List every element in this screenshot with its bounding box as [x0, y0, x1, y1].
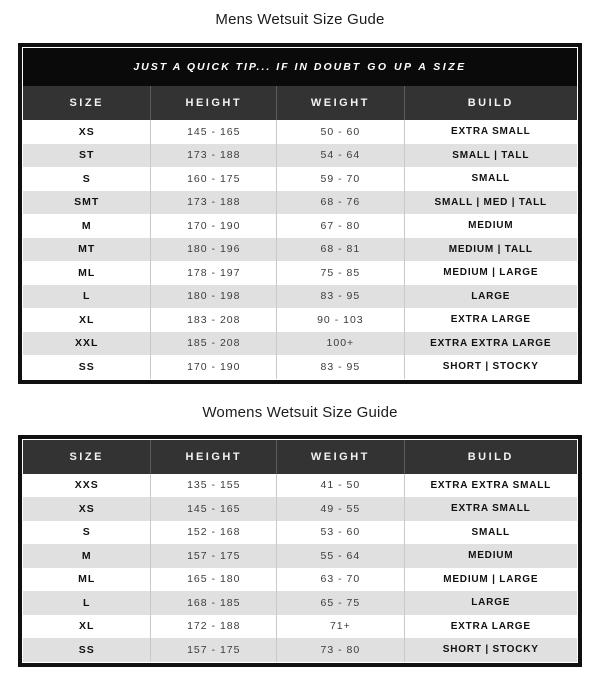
weight-cell: 90 - 103 [276, 308, 403, 332]
height-cell: 157 - 175 [150, 544, 276, 568]
build-cell: EXTRA EXTRA LARGE [404, 332, 577, 356]
weight-cell: 73 - 80 [276, 638, 403, 662]
table-row [23, 497, 577, 521]
height-cell: 145 - 165 [150, 120, 276, 144]
weight-cell: 49 - 55 [276, 497, 403, 521]
build-cell: SHORT | STOCKY [404, 638, 577, 662]
height-cell: 152 - 168 [150, 521, 276, 545]
table-row [23, 167, 577, 191]
table-row [23, 355, 577, 379]
mens-size-guide-title: Mens Wetsuit Size Gude [215, 11, 385, 28]
height-cell: 170 - 190 [150, 214, 276, 238]
weight-cell: 65 - 75 [276, 591, 403, 615]
table-row [23, 285, 577, 309]
weight-cell: 83 - 95 [276, 355, 403, 379]
size-cell: XS [78, 502, 95, 515]
build-cell: EXTRA LARGE [404, 308, 577, 332]
womens-table-header-row [23, 440, 577, 474]
table-row [23, 568, 577, 592]
weight-cell: 50 - 60 [276, 120, 403, 144]
weight-cell: 68 - 76 [276, 191, 403, 215]
column-header-height: HEIGHT [150, 440, 276, 474]
size-cell: S [82, 172, 91, 185]
column-header-height: HEIGHT [150, 86, 276, 120]
size-cell: ST [78, 149, 95, 162]
build-cell: MEDIUM [404, 214, 577, 238]
height-cell: 173 - 188 [150, 144, 276, 168]
mens-size-table [18, 43, 582, 384]
tip-banner [23, 48, 577, 86]
table-row [23, 238, 577, 262]
weight-cell: 53 - 60 [276, 521, 403, 545]
table-row [23, 521, 577, 545]
weight-cell: 100+ [276, 332, 403, 356]
column-header-size: SIZE [69, 450, 104, 463]
height-cell: 173 - 188 [150, 191, 276, 215]
weight-cell: 63 - 70 [276, 568, 403, 592]
mens-table-header-row [23, 86, 577, 120]
weight-cell: 54 - 64 [276, 144, 403, 168]
size-cell: SS [78, 360, 95, 373]
size-cell: XS [78, 125, 95, 138]
womens-size-table [18, 435, 582, 667]
build-cell: SMALL | TALL [404, 144, 577, 168]
height-cell: 178 - 197 [150, 261, 276, 285]
size-cell: XL [78, 313, 95, 326]
height-cell: 135 - 155 [150, 474, 276, 498]
table-row [23, 308, 577, 332]
size-cell: XL [78, 620, 95, 633]
height-cell: 183 - 208 [150, 308, 276, 332]
table-row [23, 214, 577, 238]
weight-cell: 55 - 64 [276, 544, 403, 568]
weight-cell: 68 - 81 [276, 238, 403, 262]
column-header-weight: WEIGHT [276, 86, 403, 120]
weight-cell: 67 - 80 [276, 214, 403, 238]
size-cell: SMT [74, 196, 100, 209]
column-header-build: BUILD [404, 86, 577, 120]
size-cell: SS [78, 643, 95, 656]
height-cell: 168 - 185 [150, 591, 276, 615]
height-cell: 170 - 190 [150, 355, 276, 379]
weight-cell: 59 - 70 [276, 167, 403, 191]
tip-banner-emphasis: GO UP A SIZE [367, 61, 467, 73]
build-cell: MEDIUM | LARGE [404, 261, 577, 285]
size-cell: M [81, 219, 92, 232]
build-cell: SMALL [404, 521, 577, 545]
table-row [23, 544, 577, 568]
column-header-build: BUILD [404, 440, 577, 474]
size-cell: M [81, 549, 92, 562]
weight-cell: 41 - 50 [276, 474, 403, 498]
table-row [23, 615, 577, 639]
height-cell: 165 - 180 [150, 568, 276, 592]
size-cell: XXS [74, 479, 99, 492]
table-row [23, 144, 577, 168]
womens-table-body [23, 474, 577, 662]
tip-banner-text: JUST A QUICK TIP... IF IN DOUBT [133, 61, 362, 73]
size-cell: S [82, 526, 91, 539]
column-header-weight: WEIGHT [276, 440, 403, 474]
build-cell: LARGE [404, 285, 577, 309]
table-row [23, 332, 577, 356]
height-cell: 160 - 175 [150, 167, 276, 191]
womens-size-guide-title: Womens Wetsuit Size Guide [202, 403, 398, 421]
height-cell: 157 - 175 [150, 638, 276, 662]
column-header-size: SIZE [69, 97, 104, 109]
size-cell: MT [78, 243, 96, 256]
height-cell: 145 - 165 [150, 497, 276, 521]
size-cell: L [82, 596, 91, 609]
height-cell: 185 - 208 [150, 332, 276, 356]
size-cell: L [82, 290, 91, 303]
build-cell: SMALL [404, 167, 577, 191]
table-row [23, 638, 577, 662]
build-cell: MEDIUM [404, 544, 577, 568]
build-cell: SMALL | MED | TALL [404, 191, 577, 215]
height-cell: 180 - 196 [150, 238, 276, 262]
weight-cell: 71+ [276, 615, 403, 639]
table-row [23, 474, 577, 498]
build-cell: EXTRA SMALL [404, 497, 577, 521]
size-cell: XXL [74, 337, 99, 350]
build-cell: SHORT | STOCKY [404, 355, 577, 379]
size-cell: ML [78, 266, 96, 279]
weight-cell: 83 - 95 [276, 285, 403, 309]
table-row [23, 261, 577, 285]
weight-cell: 75 - 85 [276, 261, 403, 285]
table-row [23, 591, 577, 615]
mens-table-body [23, 120, 577, 379]
table-row [23, 191, 577, 215]
build-cell: EXTRA EXTRA SMALL [404, 474, 577, 498]
build-cell: EXTRA SMALL [404, 120, 577, 144]
size-cell: ML [78, 573, 96, 586]
table-row [23, 120, 577, 144]
height-cell: 180 - 198 [150, 285, 276, 309]
build-cell: EXTRA LARGE [404, 615, 577, 639]
build-cell: MEDIUM | TALL [404, 238, 577, 262]
build-cell: MEDIUM | LARGE [404, 568, 577, 592]
build-cell: LARGE [404, 591, 577, 615]
height-cell: 172 - 188 [150, 615, 276, 639]
